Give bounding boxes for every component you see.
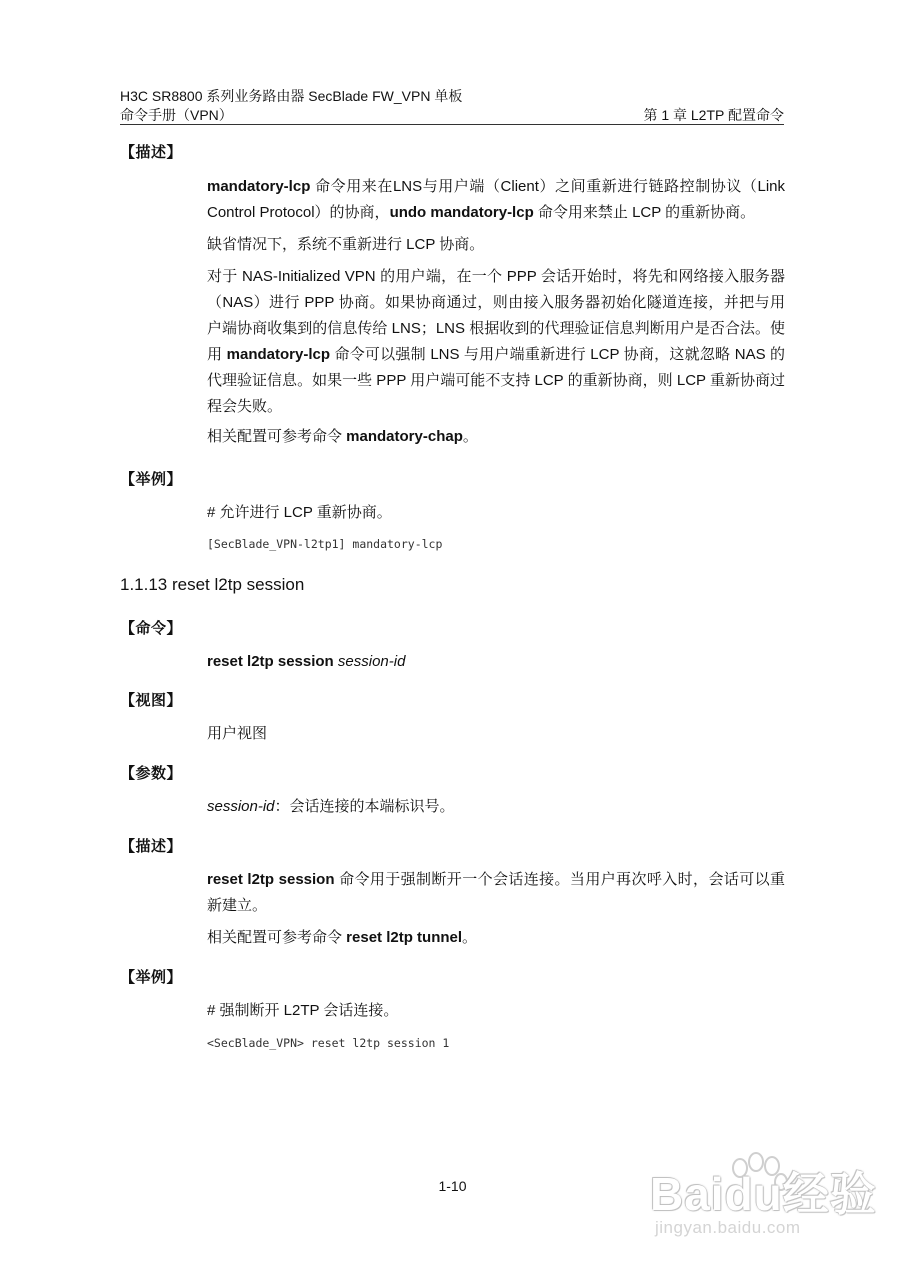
label-description-1: 【描述】 bbox=[120, 144, 183, 161]
label-example-2: 【举例】 bbox=[120, 969, 183, 986]
cmd-mandatory-lcp: mandatory-lcp bbox=[207, 178, 311, 195]
example1-text: # 允许进行 LCP 重新协商。 bbox=[207, 504, 392, 521]
example2-code: <SecBlade_VPN> reset l2tp session 1 bbox=[207, 1036, 450, 1050]
label-view: 【视图】 bbox=[120, 692, 183, 709]
desc1-paragraph-1: mandatory-lcp 命令用来在LNS与用户端（Client）之间重新进行链路控制协议（Link Control Protocol）的协商，undo mandatory-lcp 命令用来禁止 LCP 的重新协商。 bbox=[207, 178, 785, 221]
header-product-title: H3C SR8800 系列业务路由器 SecBlade FW_VPN 单板 bbox=[120, 88, 463, 104]
label-command: 【命令】 bbox=[120, 620, 183, 637]
desc2-paragraph-2: 相关配置可参考命令 reset l2tp tunnel。 bbox=[207, 929, 478, 946]
page-number: 1-10 bbox=[438, 1178, 467, 1194]
header-divider bbox=[120, 124, 784, 125]
desc1-paragraph-4: 相关配置可参考命令 mandatory-chap。 bbox=[207, 428, 478, 445]
label-params: 【参数】 bbox=[120, 765, 183, 782]
cmd-mandatory-chap: mandatory-chap bbox=[346, 428, 463, 445]
cmd-reset-l2tp-session: reset l2tp session bbox=[207, 871, 335, 888]
section-heading-reset-l2tp-session: 1.1.13 reset l2tp session bbox=[120, 575, 305, 594]
cmd-undo-mandatory-lcp: undo mandatory-lcp bbox=[389, 204, 534, 221]
header-chapter: 第 1 章 L2TP 配置命令 bbox=[643, 107, 784, 123]
watermark-brand: Baidu经验 bbox=[650, 1168, 877, 1220]
desc1-paragraph-2: 缺省情况下，系统不重新进行 LCP 协商。 bbox=[207, 236, 485, 253]
command-syntax: reset l2tp session session-id bbox=[207, 653, 406, 670]
desc1-paragraph-3: 对于 NAS-Initialized VPN 的用户端，在一个 PPP 会话开始时，将先和网络接入服务器（NAS）进行 PPP 协商。如果协商通过，则由接入服务器初始化隧道连接，并把与用户端协商收集到的信息传给 LNS；LNS 根据收到的代理验证信息判断用户是否合法。使用 mandatory-lcp 命令可以强制 LNS 与用户端重新进行 LCP 协商，这就忽略 NAS 的代理验证信息。如果一些 PPP 用户端可能不支持 LCP 的重新协商，则 LCP 重新协商过程会失败。 bbox=[207, 268, 786, 415]
view-value: 用户视图 bbox=[207, 725, 268, 742]
example1-code: [SecBlade_VPN-l2tp1] mandatory-lcp bbox=[207, 537, 443, 551]
cmd-mandatory-lcp-ref: mandatory-lcp bbox=[226, 346, 331, 363]
param-session-id: session-id：会话连接的本端标识号。 bbox=[207, 798, 455, 815]
header-manual-name: 命令手册（VPN） bbox=[120, 107, 233, 123]
cmd-reset-l2tp-tunnel: reset l2tp tunnel bbox=[346, 929, 463, 946]
desc2-paragraph-1: reset l2tp session 命令用于强制断开一个会话连接。当用户再次呼入时，会话可以重新建立。 bbox=[207, 871, 785, 914]
watermark-url: jingyan.baidu.com bbox=[655, 1218, 801, 1237]
label-example-1: 【举例】 bbox=[120, 471, 183, 488]
example2-text: # 强制断开 L2TP 会话连接。 bbox=[207, 1002, 399, 1019]
label-description-2: 【描述】 bbox=[120, 838, 183, 855]
